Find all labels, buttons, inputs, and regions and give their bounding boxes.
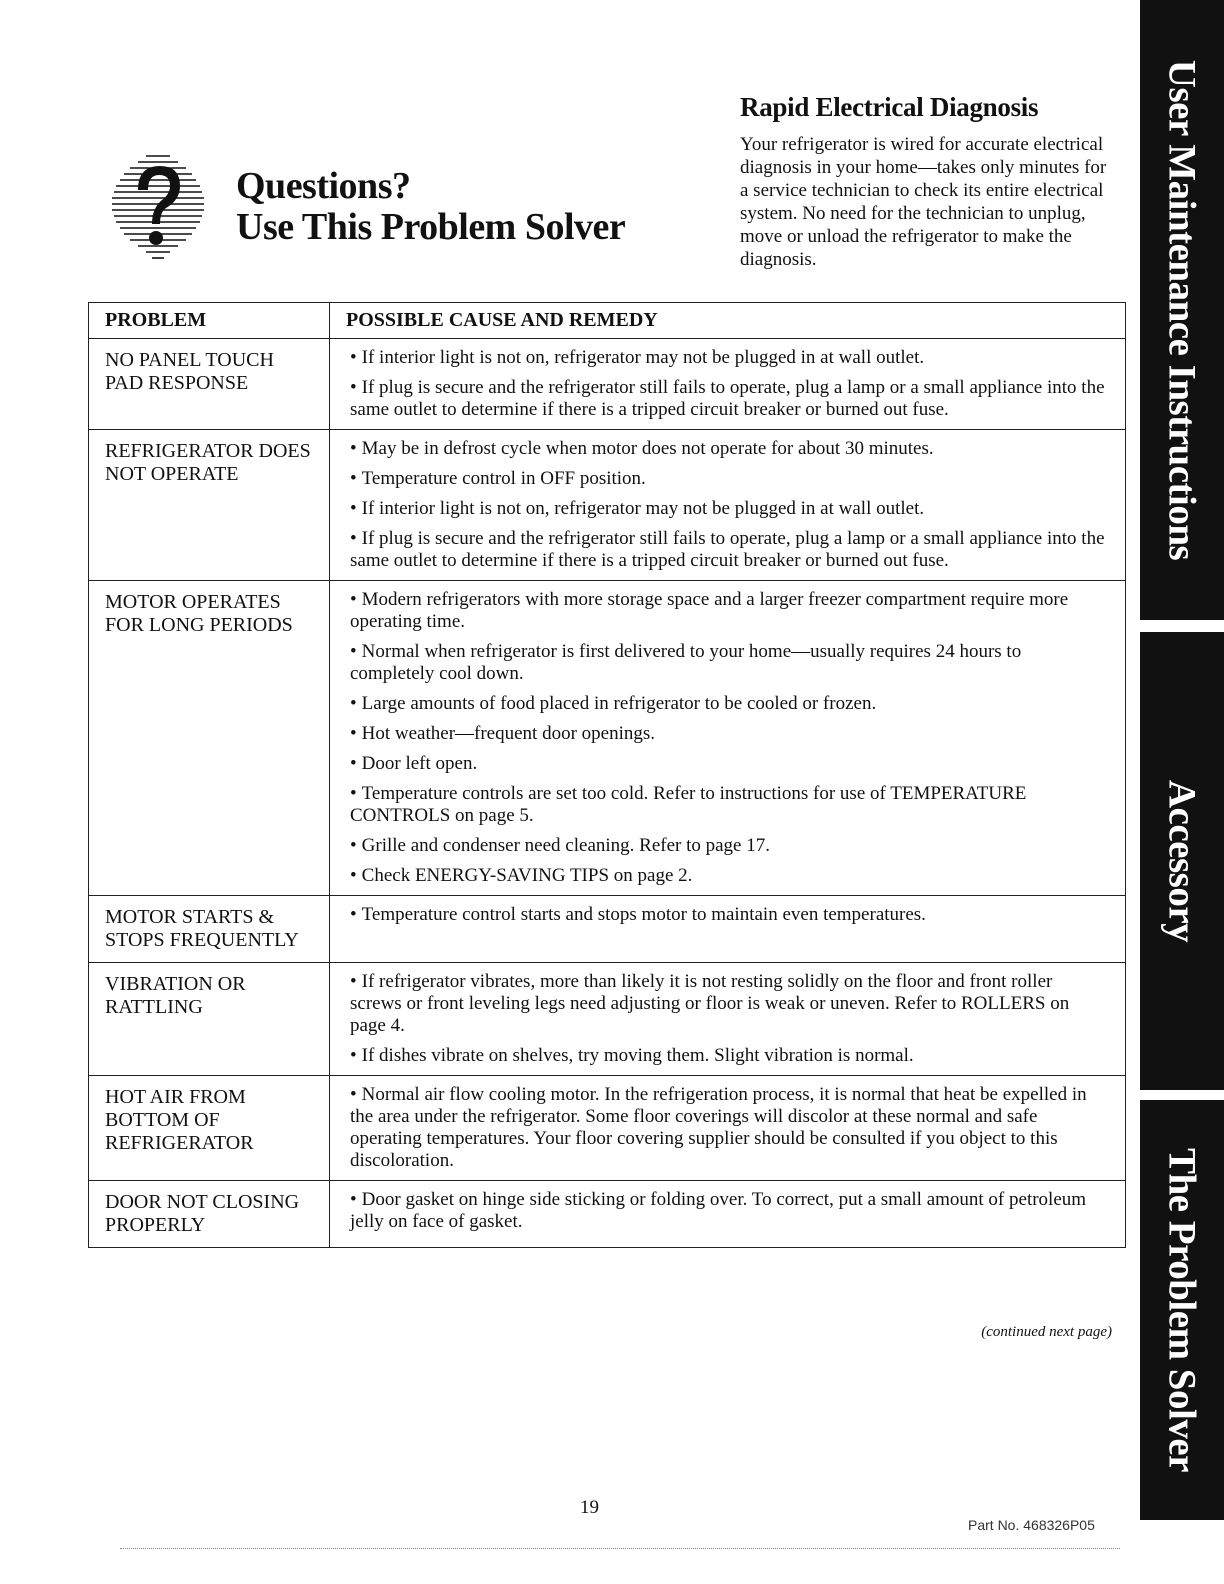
remedy-item xyxy=(350,468,1105,490)
remedy-text: If plug is secure and the refrigerator still fails to operate, plug a lamp or a small appliance into the same outlet to determine if there is a tripped circuit breaker or burned out fuse. xyxy=(350,377,1105,420)
remedy-item xyxy=(350,783,1105,827)
remedy-item xyxy=(350,641,1105,685)
problem-cell: NO PANEL TOUCH PAD RESPONSE xyxy=(89,339,330,430)
bullet-icon: • xyxy=(350,1084,357,1105)
table-row xyxy=(89,1181,1126,1248)
page-title xyxy=(236,166,625,248)
bullet-icon: • xyxy=(350,723,357,744)
remedy-text: If interior light is not on, refrigerator may not be plugged in at wall outlet. xyxy=(361,347,925,368)
remedy-list xyxy=(350,904,1105,926)
remedy-item xyxy=(350,904,1105,926)
remedy-text: Normal air flow cooling motor. In the refrigeration process, it is normal that heat be expelled in the area under the refrigerator. Some floor coverings will discolor at these normal and safe operating temperatures. Your floor covering supplier should be consulted if you object to this discoloration. xyxy=(350,1084,1087,1171)
bullet-icon: • xyxy=(350,438,357,459)
remedy-cell xyxy=(330,1076,1126,1181)
remedy-text: Grille and condenser need cleaning. Refer to page 17. xyxy=(361,835,770,856)
remedy-cell xyxy=(330,896,1126,963)
problem-table-body xyxy=(89,339,1126,1248)
bullet-icon: • xyxy=(350,468,357,489)
table-row xyxy=(89,430,1126,581)
tab-problem-solver[interactable] xyxy=(1140,1100,1224,1520)
bullet-icon: • xyxy=(350,1045,357,1066)
bullet-icon: • xyxy=(350,753,357,774)
bullet-icon: • xyxy=(350,904,357,925)
remedy-item xyxy=(350,498,1105,520)
bullet-icon: • xyxy=(350,971,357,992)
footer-divider xyxy=(120,1548,1120,1549)
remedy-text: Normal when refrigerator is first delivered to your home—usually requires 24 hours to completely cool down. xyxy=(350,641,1022,684)
remedy-item xyxy=(350,1189,1105,1233)
bullet-icon: • xyxy=(350,377,357,398)
table-row xyxy=(89,581,1126,896)
problem-cell: HOT AIR FROM BOTTOM OF REFRIGERATOR xyxy=(89,1076,330,1181)
bullet-icon: • xyxy=(350,641,357,662)
remedy-item xyxy=(350,377,1105,421)
remedy-cell xyxy=(330,430,1126,581)
remedy-item xyxy=(350,1084,1105,1172)
tab-user-maintenance-label: User Maintenance Instructions xyxy=(1160,59,1204,561)
tab-accessory-label: Accessory xyxy=(1160,779,1204,943)
continued-note: (continued next page) xyxy=(981,1324,1112,1340)
table-row xyxy=(89,339,1126,430)
table-header-row xyxy=(89,303,1126,339)
problem-column-header: PROBLEM xyxy=(89,303,330,339)
remedy-text: Temperature controls are set too cold. Refer to instructions for use of TEMPERATURE CONTROLS on page 5. xyxy=(350,783,1027,826)
problem-cell: VIBRATION OR RATTLING xyxy=(89,963,330,1076)
bullet-icon: • xyxy=(350,498,357,519)
tab-user-maintenance[interactable] xyxy=(1140,0,1224,620)
remedy-list xyxy=(350,438,1105,572)
remedy-cell xyxy=(330,339,1126,430)
remedy-column-header: POSSIBLE CAUSE AND REMEDY xyxy=(330,303,1126,339)
remedy-cell xyxy=(330,963,1126,1076)
problem-table xyxy=(88,302,1126,1248)
bullet-icon: • xyxy=(350,1189,357,1210)
remedy-list xyxy=(350,589,1105,887)
remedy-list xyxy=(350,347,1105,421)
remedy-cell xyxy=(330,1181,1126,1248)
table-row xyxy=(89,1076,1126,1181)
remedy-cell xyxy=(330,581,1126,896)
bullet-icon: • xyxy=(350,528,357,549)
rapid-diagnosis-heading: Rapid Electrical Diagnosis xyxy=(740,92,1039,122)
remedy-text: If plug is secure and the refrigerator still fails to operate, plug a lamp or a small appliance into the same outlet to determine if there is a tripped circuit breaker or burned out fuse. xyxy=(350,528,1105,571)
problem-cell: MOTOR STARTS & STOPS FREQUENTLY xyxy=(89,896,330,963)
remedy-item xyxy=(350,865,1105,887)
remedy-text: Large amounts of food placed in refrigerator to be cooled or frozen. xyxy=(361,693,877,714)
remedy-item xyxy=(350,347,1105,369)
page-title-line1: Questions? xyxy=(236,165,411,207)
remedy-text: May be in defrost cycle when motor does not operate for about 30 minutes. xyxy=(361,438,934,459)
remedy-item xyxy=(350,753,1105,775)
remedy-text: Check ENERGY-SAVING TIPS on page 2. xyxy=(361,865,693,886)
problem-cell: DOOR NOT CLOSING PROPERLY xyxy=(89,1181,330,1248)
remedy-text: Temperature control in OFF position. xyxy=(361,468,646,489)
rapid-diagnosis-box xyxy=(740,92,1110,271)
remedy-text: Door left open. xyxy=(361,753,478,774)
remedy-item xyxy=(350,1045,1105,1067)
table-row xyxy=(89,963,1126,1076)
remedy-text: Hot weather—frequent door openings. xyxy=(361,723,656,744)
bullet-icon: • xyxy=(350,835,357,856)
bullet-icon: • xyxy=(350,865,357,886)
problem-cell: MOTOR OPERATES FOR LONG PERIODS xyxy=(89,581,330,896)
page-title-line2: Use This Problem Solver xyxy=(236,206,626,248)
remedy-text: Modern refrigerators with more storage space and a larger freezer compartment require more operating time. xyxy=(350,589,1069,632)
tab-accessory[interactable] xyxy=(1140,632,1224,1090)
remedy-item xyxy=(350,438,1105,460)
remedy-list xyxy=(350,1084,1105,1172)
tab-problem-solver-label: The Problem Solver xyxy=(1160,1148,1204,1472)
remedy-item xyxy=(350,693,1105,715)
bullet-icon: • xyxy=(350,783,357,804)
remedy-text: If interior light is not on, refrigerator may not be plugged in at wall outlet. xyxy=(361,498,925,519)
remedy-item xyxy=(350,971,1105,1037)
remedy-item xyxy=(350,723,1105,745)
bullet-icon: • xyxy=(350,693,357,714)
question-mark-icon xyxy=(108,150,208,268)
remedy-text: Temperature control starts and stops motor to maintain even temperatures. xyxy=(361,904,926,925)
remedy-list xyxy=(350,1189,1105,1233)
remedy-item xyxy=(350,528,1105,572)
problem-cell: REFRIGERATOR DOES NOT OPERATE xyxy=(89,430,330,581)
rapid-diagnosis-body: Your refrigerator is wired for accurate electrical diagnosis in your home—takes only minutes for a service technician to check its entire electrical system. No need for the technician to unplug, move or unload the refrigerator to make the diagnosis. xyxy=(740,134,1107,270)
remedy-item xyxy=(350,835,1105,857)
remedy-text: Door gasket on hinge side sticking or folding over. To correct, put a small amount of petroleum jelly on face of gasket. xyxy=(350,1189,1087,1232)
remedy-text: If dishes vibrate on shelves, try moving them. Slight vibration is normal. xyxy=(361,1045,914,1066)
bullet-icon: • xyxy=(350,347,357,368)
remedy-list xyxy=(350,971,1105,1067)
remedy-text: If refrigerator vibrates, more than likely it is not resting solidly on the floor and front roller screws or front leveling legs need adjusting or floor is weak or uneven. Refer to ROLLERS on page 4. xyxy=(350,971,1070,1036)
table-row xyxy=(89,896,1126,963)
bullet-icon: • xyxy=(350,589,357,610)
part-number: Part No. 468326P05 xyxy=(968,1517,1095,1533)
page-number: 19 xyxy=(580,1497,599,1518)
remedy-item xyxy=(350,589,1105,633)
